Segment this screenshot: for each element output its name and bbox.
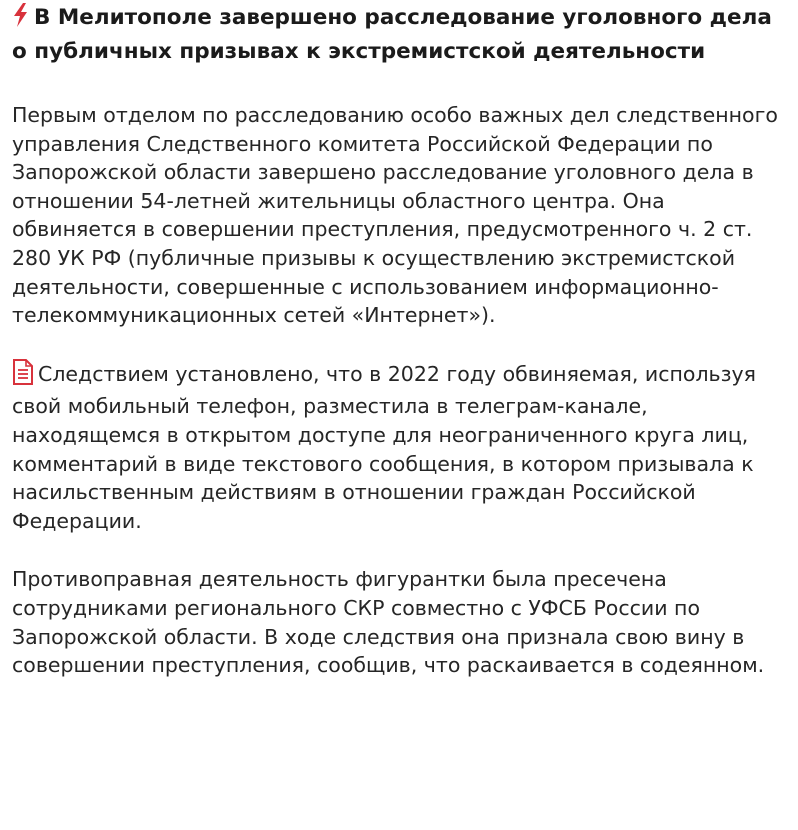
paragraph-2: [12, 359, 792, 536]
lightning-bolt-icon: [12, 3, 29, 36]
post-message: [12, 2, 792, 680]
post-title: [12, 2, 792, 67]
paragraph-3: Противоправная деятельность фигурантки была пресечена сотрудниками регионального СКР совместно с УФСБ России по Запорожской области. В ходе следствия она признала свою вину в совершении преступления, сообщив, что раскаивается в содеянном.: [12, 567, 765, 678]
paragraph-2-text: Следствием установлено, что в 2022 году обвиняемая, используя свой мобильный телефон, разместила в телеграм-канале, находящемся в открытом доступе для неограниченного круга лиц, комментарий в виде текстового сообщения, в котором призывала к насильственным действиям в отношении граждан Российской Федерации.: [12, 361, 756, 533]
post-title-text: В Мелитополе завершено расследование уголовного дела о публичных призывах к экстремистской деятельности: [12, 5, 772, 64]
paragraph-1: Первым отделом по расследованию особо важных дел следственного управления Следственного комитета Российской Федерации по Запорожской области завершено расследование уголовного дела в отношении 54-летней жительницы областного центра. Она обвиняется в совершении преступления, предусмотренного ч. 2 ст. 280 УК РФ (публичные призывы к осуществлению экстремистской деятельности, совершенные с использованием информационно-телекоммуникационных сетей «Интернет»).: [12, 103, 778, 328]
document-icon: [12, 359, 34, 393]
